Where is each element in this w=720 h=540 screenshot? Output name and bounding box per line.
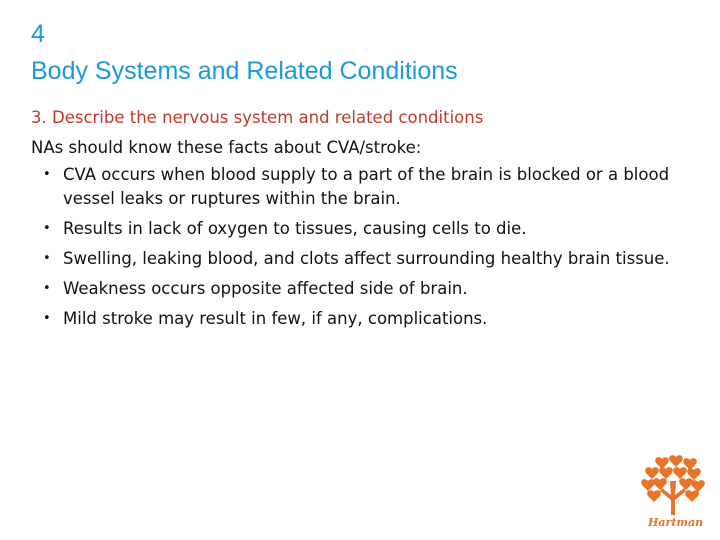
logo-wordmark: Hartman (648, 516, 704, 529)
fact-list (31, 163, 711, 337)
list-item-text: Mild stroke may result in few, if any, complications. (63, 309, 488, 328)
list-item (31, 163, 711, 211)
bullet-icon: • (43, 167, 51, 182)
bullet-icon: • (43, 221, 51, 236)
chapter-title: Body Systems and Related Conditions (31, 57, 458, 85)
list-item (31, 277, 711, 301)
section-subtitle: 3. Describe the nervous system and related conditions (31, 108, 484, 127)
list-item-text: Swelling, leaking blood, and clots affect surrounding healthy brain tissue. (63, 249, 670, 268)
list-item (31, 307, 711, 331)
chapter-number: 4 (31, 20, 45, 48)
bullet-icon: • (43, 251, 51, 266)
list-item-text: CVA occurs when blood supply to a part of the brain is blocked or a blood vessel leaks or ruptures within the brain. (63, 165, 670, 208)
list-item (31, 247, 711, 271)
bullet-icon: • (43, 281, 51, 296)
bullet-icon: • (43, 311, 51, 326)
list-item-text: Results in lack of oxygen to tissues, causing cells to die. (63, 219, 527, 238)
intro-text: NAs should know these facts about CVA/stroke: (31, 138, 422, 157)
list-item-text: Weakness occurs opposite affected side of brain. (63, 279, 468, 298)
list-item (31, 217, 711, 241)
